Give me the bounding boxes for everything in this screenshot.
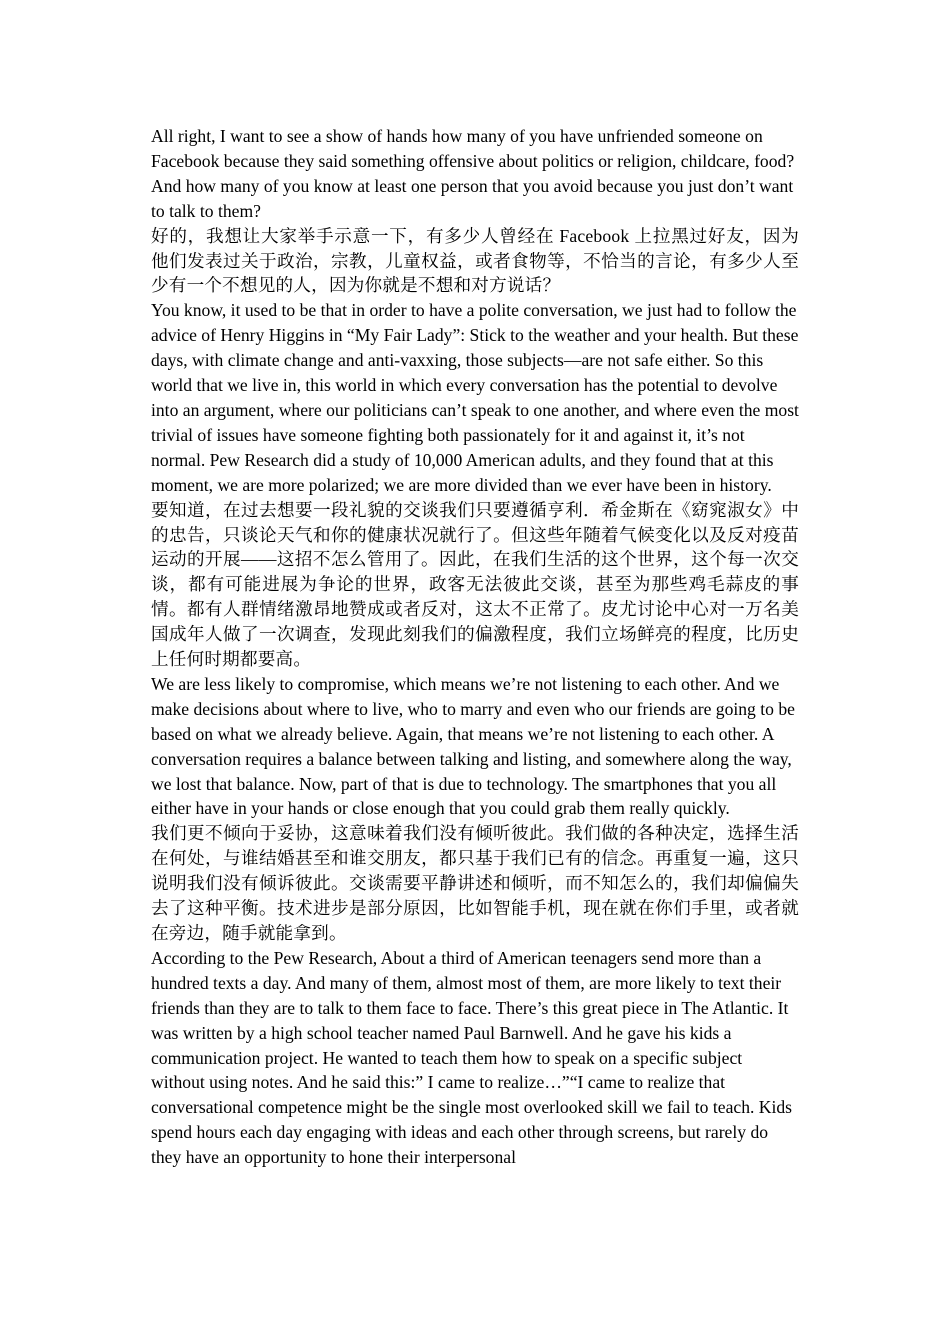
paragraph-english-2: You know, it used to be that in order to have a polite conversation, we just had to follow the advice of Henry Higgins in “My Fair Lady”: Stick to the weather and your health. But these days, with climate change and anti-vaxxing, those subjects—are not safe either. So this world that we live in, this world in which every conversation has the potential to devolve into an argument, where our politicians can’t speak to one another, and where even the most trivial of issues have someone fighting both passionately for it and against it, it’s not normal. Pew Research did a study of 10,000 American adults, and they found that at this moment, we are more polarized; we are more divided than we ever have been in history.	[151, 300, 799, 495]
paragraph-english-4: According to the Pew Research, About a third of American teenagers send more than a hundred texts a day. And many of them, almost most of them, are more likely to text their friends than they are to talk to them face to face. There’s this great piece in The Atlantic. It was written by a high school teacher named Paul Barnwell. And he gave his kids a communication project. He wanted to teach them how to speak on a specific subject without using notes. And he said this:” I came to realize…”“I came to realize that conversational competence might be the single most overlooked skill we fail to teach. Kids spend hours each day engaging with ideas and each other through screens, but rarely do they have an opportunity to hone their interpersonal	[151, 947, 793, 1168]
paragraph-chinese-2: 要知道，在过去想要一段礼貌的交谈我们只要遵循亨利．希金斯在《窈窕淑女》中的忠告，只谈论天气和你的健康状况就行了。但这些年随着气候变化以及反对疫苗运动的开展——这招不怎么管用了。因此，在我们生活的这个世界，这个每一次交谈，都有可能进展为争论的世界，政客无法彼此交谈，甚至为那些鸡毛蒜皮的事情。都有人群情绪激昂地赞成或者反对，这太不正常了。皮尤讨论中心对一万名美国成年人做了一次调查，发现此刻我们的偏激程度，我们立场鲜亮的程度，比历史上任何时期都要高。	[151, 499, 799, 670]
document-body	[151, 124, 799, 1170]
paragraph-english-3: We are less likely to compromise, which means we’re not listening to each other. And we make decisions about where to live, who to marry and even who our friends are going to be based on what we already believe. Again, that means we’re not listening to each other. A conversation requires a balance between talking and listing, and somewhere along the way, we lost that balance. Now, part of that is due to technology. The smartphones that you all either have in your hands or close enough that you could grab them really quickly.	[151, 673, 795, 819]
paragraph-english-1: All right, I want to see a show of hands how many of you have unfriended someone on Facebook because they said something offensive about politics or religion, childcare, food? And how many of you know at least one person that you avoid because you just don’t want to talk to them?	[151, 126, 795, 221]
paragraph-chinese-3: 我们更不倾向于妥协，这意味着我们没有倾听彼此。我们做的各种决定，选择生活在何处，与谁结婚甚至和谁交朋友，都只基于我们已有的信念。再重复一遍，这只说明我们没有倾诉彼此。交谈需要平静讲述和倾听，而不知怎么的，我们却偏偏失去了这种平衡。技术进步是部分原因，比如智能手机，现在就在你们手里，或者就在旁边，随手就能拿到。	[151, 823, 799, 943]
paragraph-chinese-1: 好的，我想让大家举手示意一下，有多少人曾经在 Facebook 上拉黑过好友，因为他们发表过关于政治，宗教，儿童权益，或者食物等，不恰当的言论，有多少人至少有一个不想见的人，因为你就是不想和对方说话？	[151, 225, 799, 296]
